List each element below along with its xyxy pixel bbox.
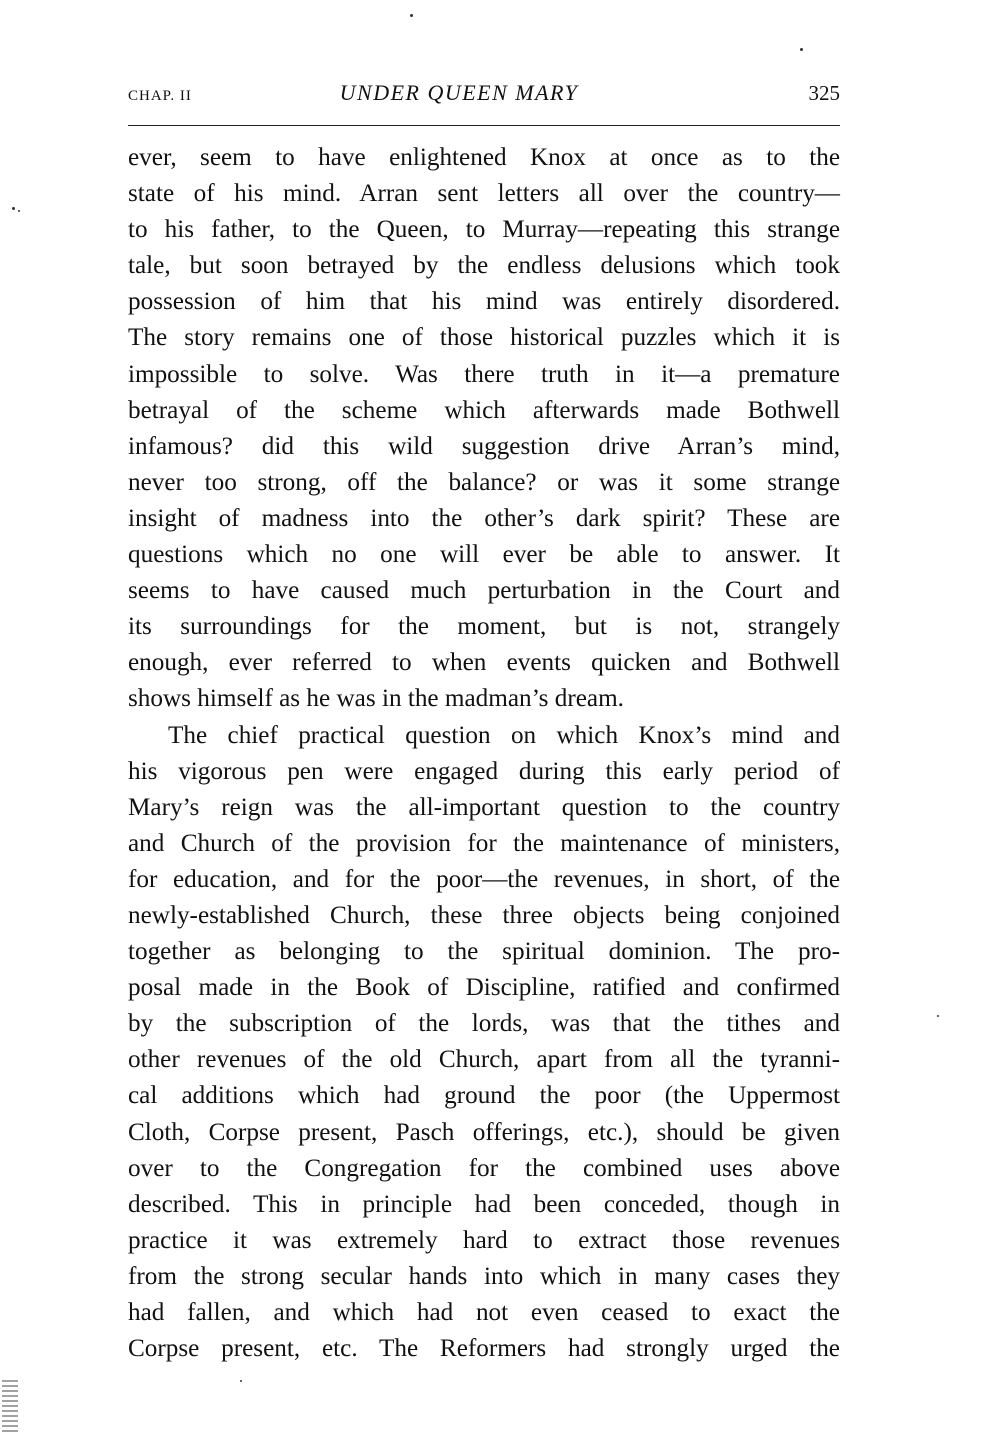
text-line: insight of madness into the other’s dark spirit? These are bbox=[128, 504, 840, 532]
running-title: UNDER QUEEN MARY bbox=[339, 80, 579, 105]
text-line: Mary’s reign was the all-important question to the country bbox=[128, 793, 840, 821]
paragraph-1 bbox=[128, 140, 840, 718]
text-line: his vigorous pen were engaged during this early period of bbox=[128, 757, 840, 785]
chapter-label: CHAP. II bbox=[128, 88, 192, 104]
text-line: over to the Congregation for the combined uses above bbox=[128, 1154, 840, 1182]
text-line: to his father, to the Queen, to Murray—repeating this strange bbox=[128, 216, 840, 244]
text-line: infamous? did this wild suggestion drive Arran’s mind, bbox=[128, 432, 840, 460]
scan-speck bbox=[937, 1015, 939, 1017]
text-line: possession of him that his mind was entirely disordered. bbox=[128, 288, 840, 316]
text-line: The chief practical question on which Knox’s mind and bbox=[168, 721, 840, 749]
text-line: ever, seem to have enlightened Knox at once as to the bbox=[128, 144, 840, 171]
text-line: shows himself as he was in the madman’s dream. bbox=[128, 685, 624, 713]
text-line: impossible to solve. Was there truth in it—a premature bbox=[128, 360, 840, 388]
text-line: had fallen, and which had not even ceased to exact the bbox=[128, 1299, 840, 1326]
text-line: other revenues of the old Church, apart from all the tyranni- bbox=[128, 1046, 840, 1074]
scan-speck bbox=[800, 48, 803, 51]
text-line: enough, ever referred to when events quicken and Bothwell bbox=[128, 649, 840, 677]
body-text bbox=[128, 140, 840, 1367]
text-line: Corpse present, etc. The Reformers had strongly urged the bbox=[128, 1335, 840, 1363]
text-line: betrayal of the scheme which afterwards made Bothwell bbox=[128, 396, 840, 424]
text-line: seems to have caused much perturbation in the Court and bbox=[128, 577, 840, 605]
text-line: practice it was extremely hard to extract those revenues bbox=[128, 1226, 840, 1254]
scan-speck bbox=[240, 1380, 242, 1382]
text-line: tale, but soon betrayed by the endless delusions which took bbox=[128, 252, 840, 280]
text-line: described. This in principle had been conceded, though in bbox=[128, 1190, 840, 1218]
header-rule bbox=[128, 125, 840, 126]
text-line: cal additions which had ground the poor (the Uppermost bbox=[128, 1082, 840, 1110]
text-line: together as belonging to the spiritual dominion. The pro- bbox=[128, 938, 840, 966]
scan-margin-artifact bbox=[2, 1380, 18, 1432]
text-line: newly-established Church, these three objects being conjoined bbox=[128, 901, 840, 929]
text-line: never too strong, off the balance? or was it some strange bbox=[128, 468, 840, 496]
running-head bbox=[128, 78, 840, 112]
scan-speck bbox=[18, 210, 20, 212]
scan-speck bbox=[12, 207, 15, 210]
page-number: 325 bbox=[808, 81, 840, 105]
book-page bbox=[128, 78, 840, 112]
text-line: and Church of the provision for the maintenance of ministers, bbox=[128, 829, 840, 857]
text-line: by the subscription of the lords, was that the tithes and bbox=[128, 1010, 840, 1038]
text-line: posal made in the Book of Discipline, ratified and confirmed bbox=[128, 974, 840, 1002]
text-line: Cloth, Corpse present, Pasch offerings, etc.), should be given bbox=[128, 1118, 840, 1146]
text-line: The story remains one of those historical puzzles which it is bbox=[128, 324, 840, 352]
text-line: from the strong secular hands into which in many cases they bbox=[128, 1262, 840, 1290]
text-line: state of his mind. Arran sent letters all over the country— bbox=[128, 180, 840, 208]
text-line: for education, and for the poor—the revenues, in short, of the bbox=[128, 865, 840, 893]
scan-speck bbox=[410, 14, 413, 17]
paragraph-2 bbox=[128, 718, 840, 1368]
text-line: questions which no one will ever be able to answer. It bbox=[128, 541, 840, 569]
text-line: its surroundings for the moment, but is not, strangely bbox=[128, 613, 840, 641]
